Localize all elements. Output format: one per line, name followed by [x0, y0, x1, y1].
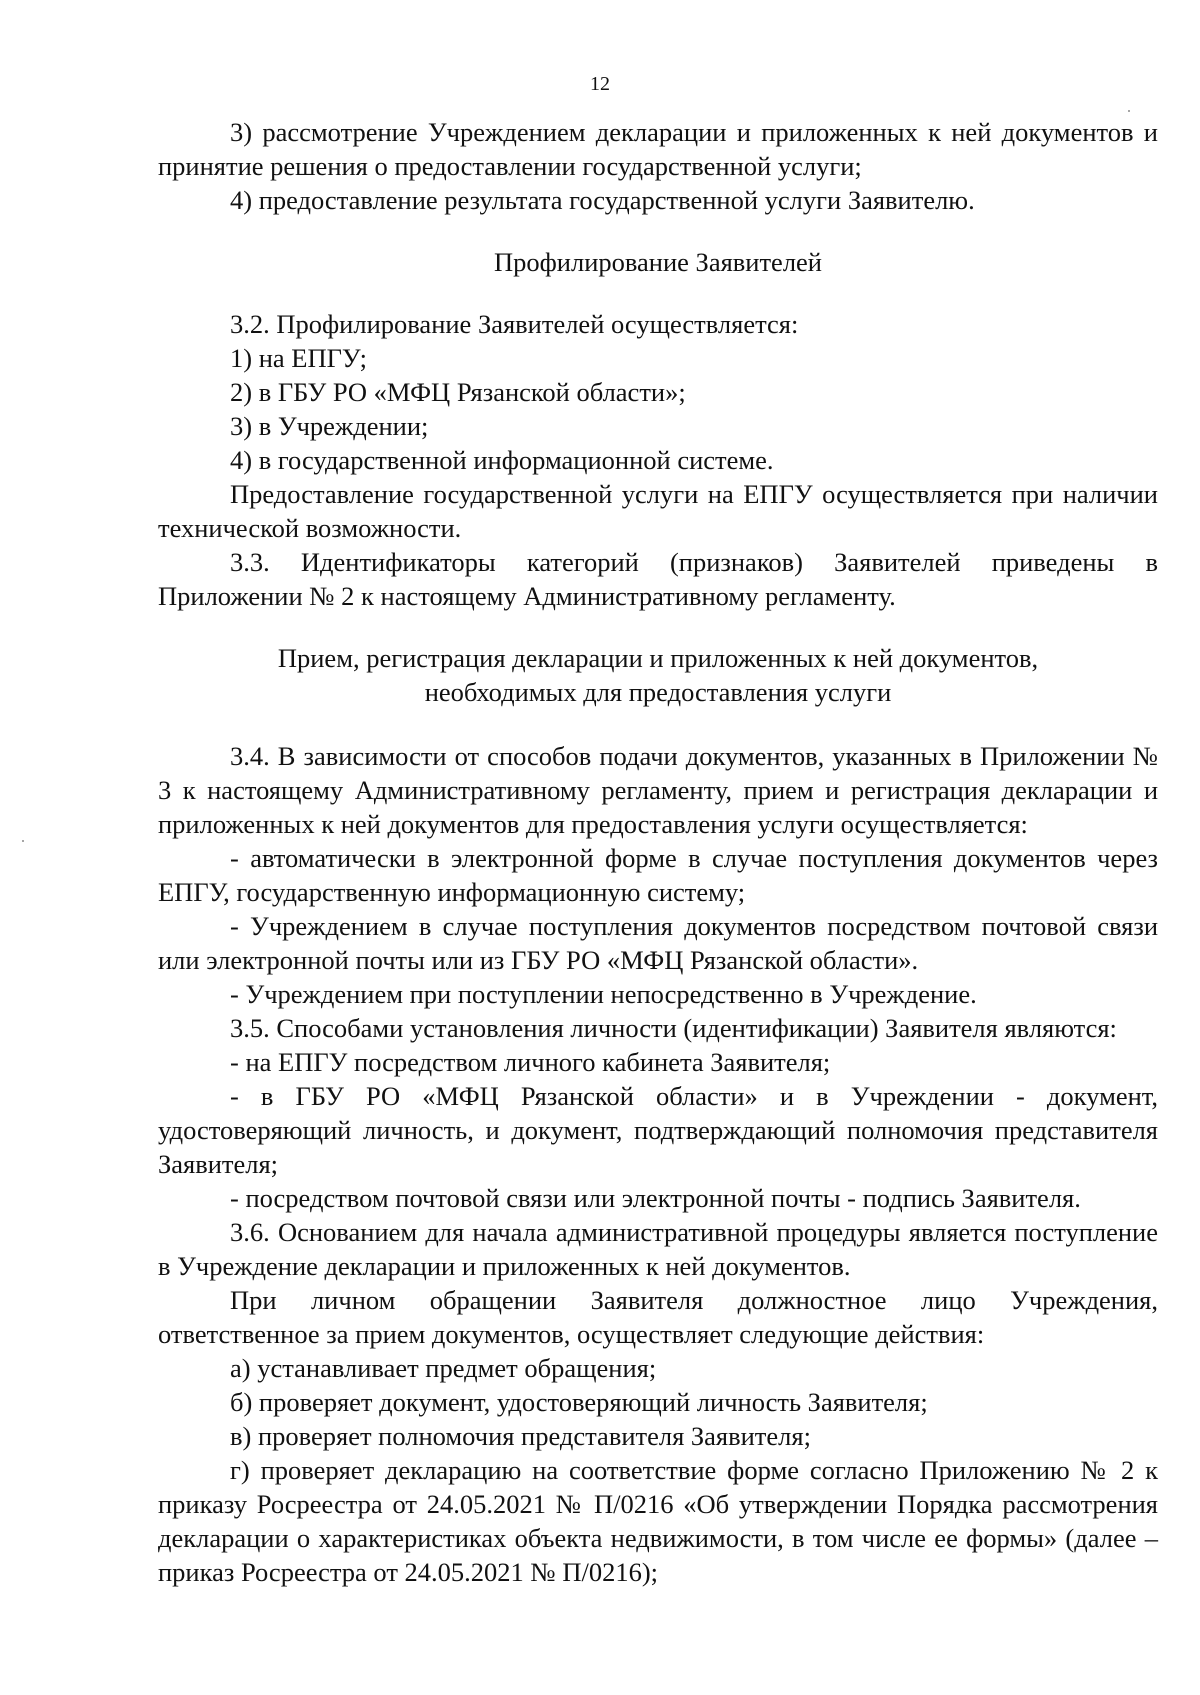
list-item: в) проверяет полномочия представителя Заявителя; [230, 1421, 811, 1451]
section-heading-reception [158, 641, 1158, 709]
list-item: г) проверяет декларацию на соответствие форме согласно Приложению № 2 к приказу Росреестра от 24.05.2021 № П/0216 «Об утверждении Порядка рассмотрения декларации о характеристиках объекта недвижимости, в том числе ее формы» (далее – приказ Росреестра от 24.05.2021 № П/0216); [158, 1455, 1158, 1587]
paragraph: 3.4. В зависимости от способов подачи документов, указанных в Приложении № 3 к настоящему Административному регламенту, прием и регистрация декларации и приложенных к ней документов для предоставления услуги осуществляется: [158, 741, 1158, 839]
paragraph: При личном обращении Заявителя должностное лицо Учреждения, ответственное за прием документов, осуществляет следующие действия: [158, 1285, 1158, 1349]
list-item: 3) рассмотрение Учреждением декларации и приложенных к ней документов и принятие решения о предоставлении государственной услуги; [158, 117, 1158, 181]
section-heading-profiling: Профилирование Заявителей [493, 247, 822, 277]
list-item: - Учреждением в случае поступления документов посредством почтовой связи или электронной почты или из ГБУ РО «МФЦ Рязанской области». [158, 911, 1158, 975]
section-heading-line: Прием, регистрация декларации и приложенных к ней документов, [277, 643, 1039, 673]
list-item: 1) на ЕПГУ; [230, 343, 368, 373]
paragraph: 3.3. Идентификаторы категорий (признаков) Заявителей приведены в Приложении № 2 к настоящему Административному регламенту. [158, 547, 1158, 611]
list-item: б) проверяет документ, удостоверяющий личность Заявителя; [230, 1387, 928, 1417]
list-item: 4) в государственной информационной системе. [230, 445, 774, 475]
list-item: - на ЕПГУ посредством личного кабинета Заявителя; [230, 1047, 831, 1077]
scan-speck [1128, 110, 1130, 112]
list-item: - автоматически в электронной форме в случае поступления документов через ЕПГУ, государственную информационную систему; [158, 843, 1158, 907]
list-item: 4) предоставление результата государственной услуги Заявителю. [230, 185, 975, 215]
list-item: а) устанавливает предмет обращения; [230, 1353, 657, 1383]
section-heading-line: необходимых для предоставления услуги [424, 677, 892, 707]
list-item: - Учреждением при поступлении непосредственно в Учреждение. [230, 979, 977, 1009]
list-item: - посредством почтовой связи или электронной почты - подпись Заявителя. [230, 1183, 1081, 1213]
list-item: - в ГБУ РО «МФЦ Рязанской области» и в Учреждении - документ, удостоверяющий личность, и документ, подтверждающий полномочия представителя Заявителя; [158, 1081, 1158, 1179]
list-item: 3) в Учреждении; [230, 411, 429, 441]
document-body [158, 115, 1158, 1589]
paragraph: 3.6. Основанием для начала административной процедуры является поступление в Учреждение декларации и приложенных к ней документов. [158, 1217, 1158, 1281]
paragraph: 3.2. Профилирование Заявителей осуществляется: [230, 309, 799, 339]
page-number: 12 [590, 73, 610, 95]
scan-speck [22, 840, 24, 842]
list-item: 2) в ГБУ РО «МФЦ Рязанской области»; [230, 377, 686, 407]
paragraph: Предоставление государственной услуги на ЕПГУ осуществляется при наличии технической возможности. [158, 479, 1158, 543]
paragraph: 3.5. Способами установления личности (идентификации) Заявителя являются: [230, 1013, 1117, 1043]
